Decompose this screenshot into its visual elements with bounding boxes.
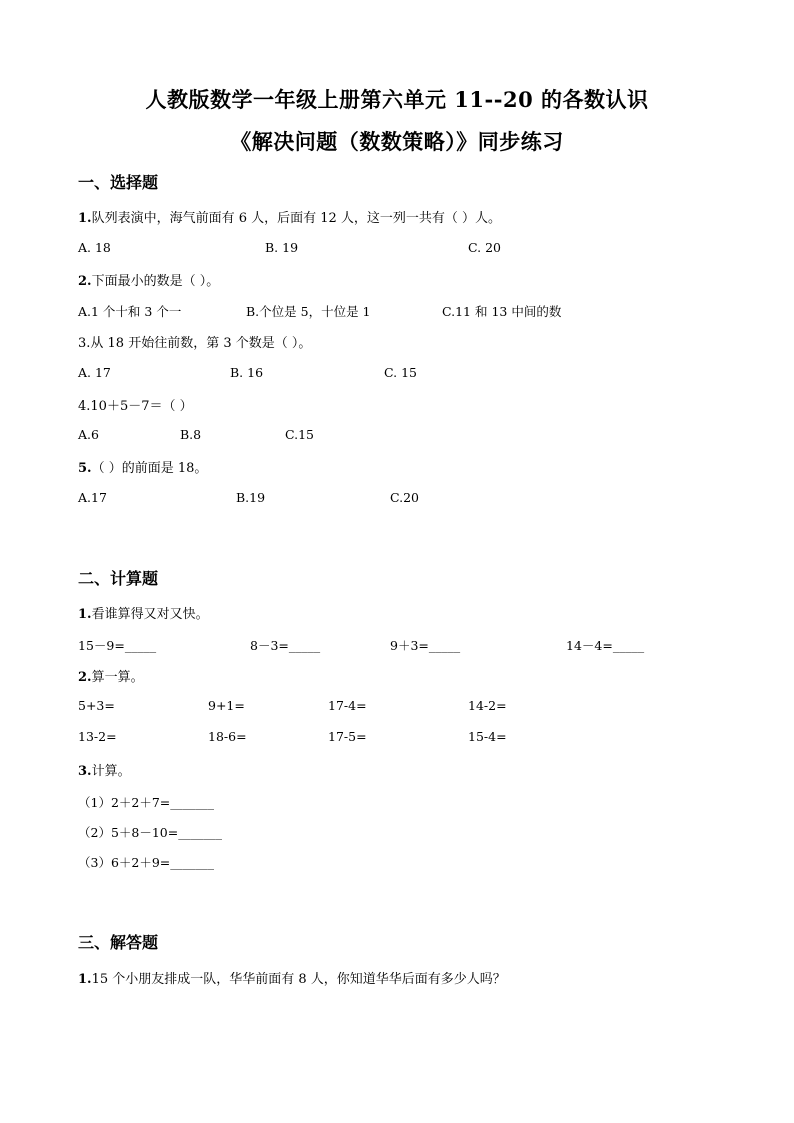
option-c: C.15 [285, 427, 314, 442]
question-text: 从 18 开始往前数，第 3 个数是（ ）。 [90, 336, 312, 351]
calc-item: 8－3=_____ [250, 638, 321, 653]
option-a: A.6 [78, 427, 99, 442]
option-c: C. 15 [384, 365, 417, 380]
calc-item: 9＋3=_____ [390, 638, 461, 653]
calc-item: 18-6= [208, 729, 247, 744]
section-heading-choice: 一、选择题 [78, 173, 159, 192]
option-a: A. 17 [78, 365, 111, 380]
calc-item: 13-2= [78, 729, 117, 744]
question-5 [78, 457, 207, 476]
question-2 [78, 270, 219, 289]
calc-item: 14－4=_____ [566, 638, 645, 653]
calc-question-3 [78, 760, 131, 779]
question-text: 算一算。 [91, 670, 144, 685]
option-a: A. 18 [78, 240, 111, 255]
question-number: 5. [78, 461, 92, 476]
option-c: C. 20 [468, 240, 501, 255]
calc-item: 17-4= [328, 698, 367, 713]
option-a: A.17 [78, 490, 107, 505]
question-number: 4. [78, 399, 91, 414]
option-b: B.8 [180, 427, 202, 442]
option-b: B. 19 [265, 240, 299, 255]
question-number: 2. [78, 670, 92, 685]
question-number: 2. [78, 274, 92, 289]
section-heading-answer: 三、解答题 [78, 933, 159, 952]
question-1 [78, 207, 501, 226]
question-text: 15 个小朋友排成一队，华华前面有 8 人，你知道华华后面有多少人吗？ [91, 972, 506, 987]
option-b: B.19 [236, 490, 266, 505]
calc-question-1 [78, 603, 209, 622]
question-number: 3. [78, 764, 92, 779]
calc-item: 15-4= [468, 729, 507, 744]
section-heading-calculation: 二、计算题 [78, 569, 159, 588]
question-3 [78, 332, 311, 351]
question-number: 3. [78, 336, 91, 351]
option-b: B.个位是 5，十位是 1 [246, 304, 371, 319]
calc-item: 14-2= [468, 698, 507, 713]
calc-item: （2）5＋8－10=_______ [78, 825, 222, 840]
question-text: 10＋5－7＝（ ） [90, 399, 193, 414]
page-subtitle: 《解决问题（数数策略）》同步练习 [230, 129, 564, 154]
question-text: （ ）的前面是 18。 [91, 461, 208, 476]
question-text: 计算。 [91, 764, 131, 779]
calc-question-2 [78, 666, 144, 685]
calc-item: 17-5= [328, 729, 367, 744]
question-number: 1. [78, 607, 92, 622]
calc-item: 15－9=_____ [78, 638, 157, 653]
page-title: 人教版数学一年级上册第六单元 11--20 的各数认识 [145, 87, 649, 112]
question-number: 1. [78, 211, 92, 226]
question-text: 看谁算得又对又快。 [91, 607, 209, 622]
answer-question-1 [78, 968, 506, 987]
question-text: 队列表演中，海气前面有 6 人，后面有 12 人，这一列一共有（ ）人。 [91, 211, 502, 226]
option-c: C.20 [390, 490, 419, 505]
calc-item: （3）6＋2＋9=_______ [78, 855, 215, 870]
option-c: C.11 和 13 中间的数 [442, 304, 562, 319]
question-4 [78, 395, 193, 414]
question-text: 下面最小的数是（ ）。 [91, 274, 220, 289]
question-number: 1. [78, 972, 92, 987]
calc-item: 9+1= [208, 698, 245, 713]
calc-item: 5+3= [78, 698, 115, 713]
option-b: B. 16 [230, 365, 264, 380]
calc-item: （1）2＋2＋7=_______ [78, 795, 215, 810]
option-a: A.1 个十和 3 个一 [78, 304, 182, 319]
